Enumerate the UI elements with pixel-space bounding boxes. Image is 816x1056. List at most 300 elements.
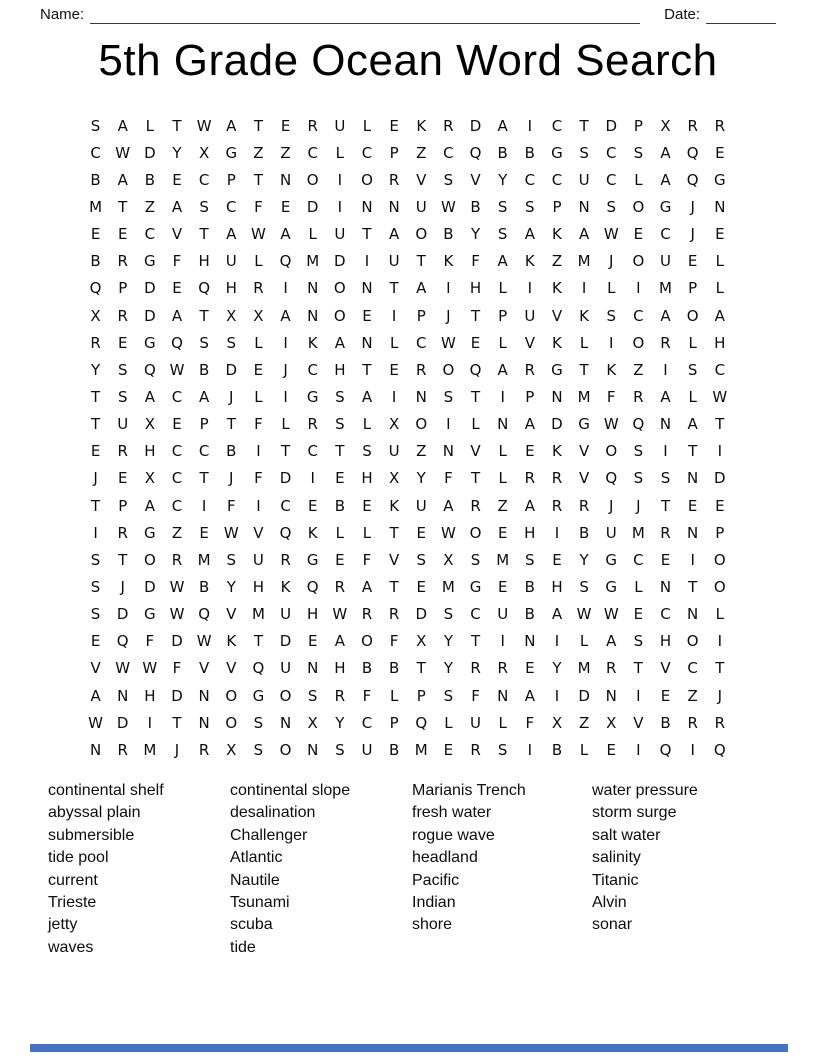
grid-letter: R bbox=[117, 306, 128, 325]
grid-letter: U bbox=[117, 415, 129, 434]
grid-letter: G bbox=[469, 577, 482, 596]
grid-letter: O bbox=[469, 523, 482, 542]
grid-letter: N bbox=[687, 605, 699, 624]
grid-letter: S bbox=[443, 170, 454, 189]
grid-letter: Q bbox=[415, 713, 428, 732]
grid-letter: I bbox=[93, 523, 98, 542]
grid-letter: G bbox=[144, 333, 156, 352]
name-label: Name: bbox=[40, 6, 85, 23]
grid-letter: J bbox=[609, 496, 614, 515]
grid-letter: J bbox=[229, 387, 234, 406]
word-bank-item: current bbox=[48, 871, 98, 889]
grid-letter: S bbox=[335, 415, 345, 434]
grid-letter: E bbox=[389, 360, 399, 379]
grid-letter: E bbox=[715, 143, 725, 162]
grid-letter: B bbox=[524, 605, 535, 624]
word-bank-column bbox=[48, 780, 164, 959]
grid-letter: F bbox=[254, 197, 263, 216]
grid-letter: P bbox=[715, 523, 725, 542]
grid-letter: R bbox=[524, 360, 536, 379]
grid-letter: O bbox=[442, 360, 455, 379]
grid-letter: E bbox=[687, 496, 698, 515]
word-bank-item: abyssal plain bbox=[48, 804, 141, 822]
grid-letter: I bbox=[446, 279, 451, 298]
grid-letter: I bbox=[391, 387, 397, 406]
grid-letter: N bbox=[361, 197, 373, 216]
grid-letter: S bbox=[90, 550, 101, 569]
grid-letter: H bbox=[198, 252, 210, 271]
grid-letter: A bbox=[388, 225, 400, 244]
grid-letter: D bbox=[171, 632, 183, 651]
grid-letter: S bbox=[470, 550, 481, 569]
grid-letter: S bbox=[660, 469, 671, 488]
grid-letter: Q bbox=[686, 170, 699, 189]
grid-letter: S bbox=[443, 605, 454, 624]
grid-letter: K bbox=[280, 577, 291, 596]
grid-letter: R bbox=[388, 605, 400, 624]
grid-letter: I bbox=[554, 523, 560, 542]
grid-letter: C bbox=[551, 170, 563, 189]
grid-letter: H bbox=[469, 279, 482, 298]
grid-letter: L bbox=[715, 605, 724, 624]
grid-letter: V bbox=[388, 550, 400, 569]
grid-letter: U bbox=[524, 306, 536, 325]
grid-letter: E bbox=[335, 550, 345, 569]
grid-letter: X bbox=[144, 415, 155, 434]
grid-letter: N bbox=[659, 577, 672, 596]
grid-letter: Q bbox=[686, 143, 699, 162]
grid-letter: Z bbox=[280, 143, 291, 162]
grid-letter: H bbox=[551, 577, 563, 596]
grid-letter: A bbox=[714, 306, 725, 325]
grid-letter: V bbox=[253, 523, 264, 542]
grid-letter: I bbox=[500, 632, 505, 651]
grid-letter: Z bbox=[416, 143, 427, 162]
grid-letter: E bbox=[633, 225, 644, 244]
grid-letter: W bbox=[440, 197, 456, 216]
grid-letter: E bbox=[199, 523, 209, 542]
grid-letter: B bbox=[551, 740, 563, 759]
grid-letter: H bbox=[144, 686, 156, 705]
grid-letter: L bbox=[579, 333, 589, 352]
grid-letter: W bbox=[712, 387, 728, 406]
grid-letter: V bbox=[660, 659, 671, 678]
grid-letter: D bbox=[334, 252, 346, 271]
grid-letter: I bbox=[690, 550, 695, 569]
grid-letter: L bbox=[498, 333, 507, 352]
grid-letter: L bbox=[254, 333, 263, 352]
grid-letter: W bbox=[196, 632, 212, 651]
grid-letter: S bbox=[633, 632, 644, 651]
grid-letter: F bbox=[145, 632, 155, 651]
grid-letter: R bbox=[171, 550, 183, 569]
grid-letter: F bbox=[471, 252, 480, 271]
grid-letter: N bbox=[361, 279, 373, 298]
grid-letter: I bbox=[256, 496, 261, 515]
grid-letter: X bbox=[606, 713, 617, 732]
grid-letter: V bbox=[226, 605, 237, 624]
grid-letter: F bbox=[389, 632, 399, 651]
grid-letter: P bbox=[688, 279, 698, 298]
grid-letter: W bbox=[223, 523, 239, 542]
grid-letter: M bbox=[414, 740, 428, 759]
grid-letter: P bbox=[498, 306, 508, 325]
grid-letter: M bbox=[197, 550, 211, 569]
grid-letter: Q bbox=[279, 252, 292, 271]
grid-letter: X bbox=[660, 116, 671, 135]
grid-letter: X bbox=[388, 415, 400, 434]
grid-letter: S bbox=[362, 442, 372, 461]
grid-letter: A bbox=[660, 387, 671, 406]
grid-letter: C bbox=[307, 360, 318, 379]
grid-letter: C bbox=[307, 442, 318, 461]
grid-letter: P bbox=[389, 713, 399, 732]
grid-letter: M bbox=[306, 252, 320, 271]
grid-letter: E bbox=[443, 740, 454, 759]
word-bank-item: water pressure bbox=[592, 782, 698, 799]
grid-letter: G bbox=[225, 143, 238, 162]
grid-letter: S bbox=[253, 740, 264, 759]
grid-letter: P bbox=[118, 279, 128, 298]
grid-letter: K bbox=[552, 333, 562, 352]
grid-letter: I bbox=[554, 686, 560, 705]
grid-letter: A bbox=[90, 686, 101, 705]
grid-letter: E bbox=[715, 225, 725, 244]
grid-letter: L bbox=[254, 252, 263, 271]
grid-letter: U bbox=[605, 523, 617, 542]
grid-letter: C bbox=[144, 225, 156, 244]
word-bank-item: tide pool bbox=[48, 849, 109, 867]
grid-letter: O bbox=[632, 197, 645, 216]
grid-letter: D bbox=[144, 279, 156, 298]
grid-letter: D bbox=[714, 469, 726, 488]
grid-letter: X bbox=[416, 632, 427, 651]
grid-letter: P bbox=[416, 306, 426, 325]
grid-letter: U bbox=[578, 170, 590, 189]
grid-letter: U bbox=[334, 225, 346, 244]
grid-letter: C bbox=[198, 170, 210, 189]
grid-letter: T bbox=[715, 415, 725, 434]
grid-letter: C bbox=[171, 442, 183, 461]
grid-letter: R bbox=[307, 116, 318, 135]
grid-letter: A bbox=[687, 415, 698, 434]
word-bank-item: Nautile bbox=[230, 871, 280, 889]
grid-letter: E bbox=[497, 523, 508, 542]
grid-letter: V bbox=[470, 170, 481, 189]
grid-letter: B bbox=[198, 577, 210, 596]
grid-letter: S bbox=[335, 387, 345, 406]
grid-letter: W bbox=[142, 659, 158, 678]
grid-letter: V bbox=[90, 659, 101, 678]
grid-letter: M bbox=[251, 605, 265, 624]
grid-letter: T bbox=[199, 469, 209, 488]
grid-letter: V bbox=[578, 469, 590, 488]
grid-letter: R bbox=[334, 577, 346, 596]
word-bank-item: storm surge bbox=[592, 804, 677, 822]
grid-letter: D bbox=[306, 197, 319, 216]
grid-letter: E bbox=[307, 632, 318, 651]
grid-letter: L bbox=[389, 333, 399, 352]
grid-letter: O bbox=[632, 252, 645, 271]
grid-letter: K bbox=[226, 632, 237, 651]
grid-letter: A bbox=[524, 225, 535, 244]
grid-letter: M bbox=[143, 740, 157, 759]
grid-letter: C bbox=[714, 360, 726, 379]
grid-letter: J bbox=[446, 306, 451, 325]
grid-letter: X bbox=[198, 143, 210, 162]
grid-letter: R bbox=[361, 605, 373, 624]
grid-letter: S bbox=[117, 360, 128, 379]
grid-letter: C bbox=[524, 170, 536, 189]
grid-letter: E bbox=[172, 170, 182, 189]
grid-letter: I bbox=[337, 170, 343, 189]
grid-letter: I bbox=[527, 116, 533, 135]
grid-letter: U bbox=[660, 252, 672, 271]
grid-letter: R bbox=[307, 415, 318, 434]
grid-letter: Q bbox=[89, 279, 102, 298]
word-bank-item: Titanic bbox=[592, 871, 639, 889]
grid-letter: N bbox=[198, 713, 210, 732]
grid-letter: C bbox=[416, 333, 427, 352]
grid-letter: N bbox=[279, 713, 292, 732]
grid-letter: S bbox=[443, 686, 454, 705]
grid-letter: Y bbox=[416, 469, 426, 488]
grid-letter: C bbox=[280, 496, 291, 515]
word-bank-column bbox=[412, 780, 526, 937]
grid-letter: J bbox=[636, 496, 641, 515]
grid-letter: D bbox=[551, 415, 563, 434]
grid-letter: F bbox=[471, 686, 480, 705]
grid-letter: I bbox=[527, 740, 533, 759]
grid-letter: N bbox=[687, 469, 699, 488]
grid-letter: L bbox=[362, 415, 372, 434]
grid-letter: U bbox=[388, 252, 400, 271]
grid-letter: I bbox=[636, 279, 641, 298]
grid-letter: H bbox=[334, 659, 346, 678]
grid-letter: H bbox=[252, 577, 265, 596]
date-label: Date: bbox=[664, 6, 700, 23]
grid-letter: A bbox=[171, 197, 183, 216]
grid-letter: M bbox=[89, 197, 103, 216]
grid-letter: E bbox=[362, 306, 372, 325]
grid-letter: R bbox=[633, 387, 644, 406]
grid-letter: R bbox=[117, 442, 128, 461]
grid-letter: B bbox=[144, 170, 155, 189]
grid-letter: C bbox=[660, 605, 671, 624]
grid-letter: N bbox=[578, 197, 590, 216]
grid-letter: N bbox=[497, 686, 509, 705]
grid-letter: B bbox=[388, 659, 400, 678]
grid-letter: E bbox=[90, 442, 101, 461]
grid-letter: B bbox=[660, 713, 671, 732]
grid-letter: L bbox=[498, 469, 507, 488]
grid-letter: W bbox=[440, 333, 456, 352]
grid-letter: C bbox=[226, 197, 237, 216]
grid-letter: H bbox=[361, 469, 373, 488]
word-bank-item: rogue wave bbox=[412, 826, 495, 844]
grid-letter: X bbox=[253, 306, 264, 325]
grid-letter: I bbox=[201, 496, 207, 515]
grid-letter: I bbox=[500, 387, 505, 406]
grid-letter: E bbox=[633, 605, 644, 624]
grid-letter: A bbox=[280, 225, 291, 244]
grid-letter: E bbox=[172, 279, 182, 298]
grid-letter: M bbox=[496, 550, 510, 569]
grid-letter: L bbox=[254, 387, 263, 406]
grid-letter: R bbox=[334, 686, 346, 705]
grid-letter: I bbox=[717, 442, 723, 461]
grid-letter: T bbox=[470, 469, 481, 488]
grid-letter: I bbox=[283, 333, 288, 352]
grid-letter: B bbox=[497, 143, 508, 162]
grid-letter: W bbox=[88, 713, 103, 732]
grid-letter: S bbox=[416, 550, 427, 569]
grid-letter: T bbox=[199, 306, 209, 325]
grid-letter: E bbox=[253, 360, 264, 379]
grid-letter: D bbox=[116, 713, 129, 732]
grid-letter: N bbox=[307, 306, 319, 325]
grid-letter: E bbox=[362, 496, 372, 515]
grid-letter: S bbox=[90, 116, 101, 135]
grid-letter: D bbox=[144, 143, 156, 162]
grid-letter: D bbox=[279, 632, 292, 651]
word-bank-item: Tsunami bbox=[230, 894, 290, 912]
grid-letter: B bbox=[198, 360, 210, 379]
grid-letter: E bbox=[117, 225, 128, 244]
grid-letter: S bbox=[90, 577, 101, 596]
grid-letter: W bbox=[169, 360, 185, 379]
grid-letter: D bbox=[279, 469, 292, 488]
grid-letter: M bbox=[577, 252, 591, 271]
grid-letter: O bbox=[333, 306, 346, 325]
grid-letter: L bbox=[607, 279, 616, 298]
header bbox=[40, 4, 776, 24]
grid-letter: Q bbox=[469, 360, 482, 379]
word-bank-column bbox=[230, 780, 350, 959]
grid-letter: E bbox=[470, 333, 481, 352]
grid-letter: F bbox=[172, 252, 182, 271]
word-bank-item: scuba bbox=[230, 916, 273, 934]
grid-letter: Q bbox=[171, 333, 183, 352]
grid-letter: R bbox=[117, 252, 128, 271]
grid-letter: I bbox=[581, 279, 587, 298]
grid-letter: G bbox=[144, 523, 156, 542]
grid-letter: E bbox=[90, 632, 101, 651]
word-bank-item: continental slope bbox=[230, 782, 351, 799]
grid-letter: Q bbox=[279, 523, 292, 542]
grid-letter: O bbox=[686, 306, 699, 325]
grid-letter: X bbox=[226, 306, 237, 325]
grid-letter: G bbox=[551, 360, 563, 379]
grid-letter: T bbox=[389, 577, 399, 596]
grid-letter: S bbox=[199, 197, 209, 216]
grid-letter: N bbox=[361, 333, 373, 352]
grid-letter: C bbox=[171, 387, 183, 406]
grid-letter: D bbox=[116, 605, 129, 624]
grid-letter: K bbox=[552, 279, 562, 298]
grid-letter: W bbox=[115, 143, 131, 162]
grid-letter: V bbox=[416, 170, 427, 189]
grid-letter: R bbox=[470, 740, 481, 759]
grid-letter: C bbox=[171, 496, 183, 515]
grid-letter: N bbox=[117, 686, 129, 705]
grid-letter: S bbox=[633, 143, 644, 162]
grid-letter: T bbox=[660, 496, 671, 515]
grid-letter: T bbox=[253, 632, 263, 651]
grid-letter: A bbox=[524, 415, 535, 434]
grid-letter: S bbox=[633, 469, 644, 488]
grid-letter: S bbox=[497, 225, 508, 244]
grid-letter: G bbox=[144, 252, 156, 271]
name-field-line bbox=[90, 8, 640, 24]
grid-letter: R bbox=[253, 279, 264, 298]
grid-letter: N bbox=[279, 170, 292, 189]
grid-letter: I bbox=[690, 740, 695, 759]
grid-letter: T bbox=[389, 279, 399, 298]
grid-letter: I bbox=[310, 469, 315, 488]
grid-letter: L bbox=[444, 713, 453, 732]
grid-letter: O bbox=[713, 577, 726, 596]
grid-letter: X bbox=[551, 713, 563, 732]
grid-letter: R bbox=[660, 523, 671, 542]
grid-letter: M bbox=[441, 577, 455, 596]
word-bank-item: shore bbox=[412, 916, 453, 934]
word-bank-item: Pacific bbox=[412, 871, 460, 889]
grid-letter: N bbox=[198, 686, 210, 705]
grid-letter: C bbox=[633, 550, 644, 569]
word-bank-item: tide bbox=[230, 938, 256, 956]
grid-letter: G bbox=[551, 143, 563, 162]
grid-letter: B bbox=[361, 659, 373, 678]
grid-letter: K bbox=[307, 523, 318, 542]
grid-letter: K bbox=[443, 252, 454, 271]
grid-letter: O bbox=[686, 632, 699, 651]
grid-letter: R bbox=[578, 496, 590, 515]
grid-letter: A bbox=[524, 496, 535, 515]
grid-letter: R bbox=[416, 360, 427, 379]
grid-letter: L bbox=[362, 116, 372, 135]
grid-letter: D bbox=[225, 360, 238, 379]
grid-letter: Q bbox=[659, 740, 672, 759]
grid-letter: K bbox=[524, 252, 535, 271]
grid-letter: T bbox=[579, 116, 589, 135]
grid-letter: G bbox=[605, 577, 618, 596]
grid-letter: O bbox=[333, 279, 346, 298]
grid-letter: Y bbox=[90, 360, 101, 379]
grid-letter: T bbox=[199, 225, 209, 244]
grid-letter: T bbox=[688, 577, 698, 596]
grid-letter: Z bbox=[253, 143, 264, 162]
grid-letter: E bbox=[416, 523, 426, 542]
grid-letter: Z bbox=[416, 442, 427, 461]
grid-letter: T bbox=[470, 306, 481, 325]
grid-letter: Y bbox=[579, 550, 589, 569]
word-bank-item: Marianis Trench bbox=[412, 782, 526, 799]
grid-letter: W bbox=[440, 523, 456, 542]
grid-letter: A bbox=[199, 387, 210, 406]
grid-letter: A bbox=[226, 225, 237, 244]
grid-letter: R bbox=[443, 116, 454, 135]
grid-letter: O bbox=[225, 713, 238, 732]
grid-letter: S bbox=[687, 360, 698, 379]
grid-letter: L bbox=[634, 577, 643, 596]
grid-letter: T bbox=[470, 632, 481, 651]
grid-letter: U bbox=[497, 605, 509, 624]
grid-letter: C bbox=[551, 116, 563, 135]
word-bank-item: Trieste bbox=[48, 894, 97, 912]
grid-letter: H bbox=[659, 632, 672, 651]
grid-letter: S bbox=[90, 605, 101, 624]
